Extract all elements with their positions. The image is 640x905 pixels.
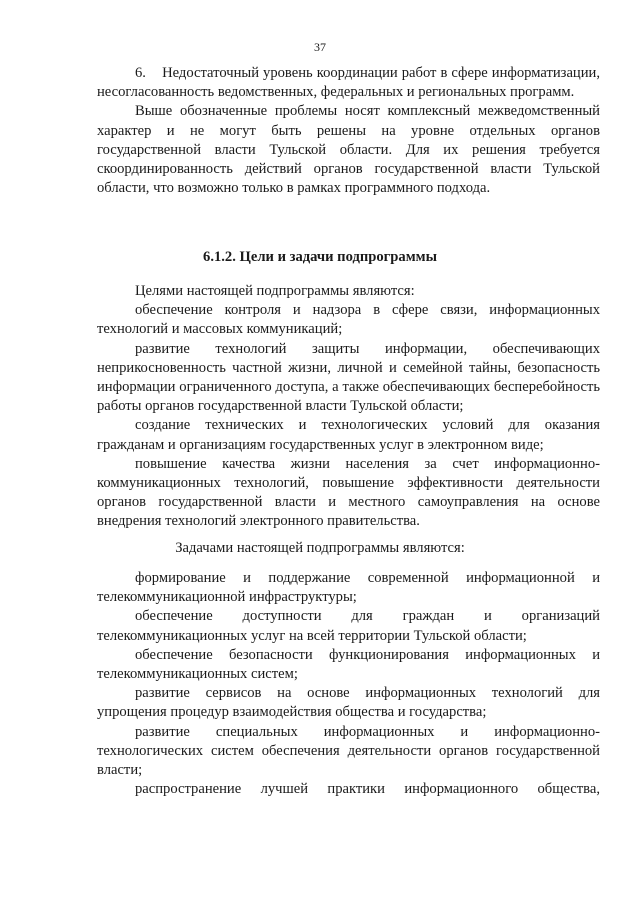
page-number: 37: [314, 40, 326, 54]
intro-section: [97, 64, 600, 198]
task-item: распространение лучшей практики информационного общества,: [135, 781, 600, 798]
tasks-heading: Задачами настоящей подпрограммы являются:: [175, 540, 465, 556]
goal-item: создание технических и технологических условий для оказания гражданам и организациям государственных услуг в электронном виде;: [97, 417, 600, 453]
intro-paragraph: 6. Недостаточный уровень координации работ в сфере информатизации, несогласованность ведомственных, федеральных и региональных программ.: [97, 65, 600, 101]
section-heading: 6.1.2. Цели и задачи подпрограммы: [203, 249, 437, 265]
task-item: развитие специальных информационных и информационно-технологических систем обеспечения деятельности органов государственной власти;: [97, 723, 600, 779]
task-item: обеспечение безопасности функционирования информационных и телекоммуникационных систем;: [97, 646, 600, 683]
task-item: обеспечение доступности для граждан и организаций телекоммуникационных услуг на всей территории Тульской области;: [97, 608, 600, 644]
goal-item: повышение качества жизни населения за счет информационно-коммуникационных технологий, повышение эффективности деятельности органов государственной власти и местного самоуправления на основе внедрения технологий электронного правительства.: [97, 455, 600, 530]
goal-item: развитие технологий защиты информации, обеспечивающих неприкосновенность частной жизни, личной и семейной тайны, безопасность информации ограниченного доступа, а также обеспечивающих бесперебойность работы органов государственной власти Тульской области;: [97, 340, 600, 415]
task-item: развитие сервисов на основе информационных технологий для упрощения процедур взаимодействия общества и государства;: [97, 685, 600, 721]
goals-intro: Целями настоящей подпрограммы являются:: [135, 283, 415, 299]
intro-paragraph: Выше обозначенные проблемы носят комплексный межведомственный характер и не могут быть решены на уровне отдельных органов государственной власти Тульской области. Для их решения требуется скоординированность действий органов государственной власти Тульской области, что возможно только в рамках программного подхода.: [97, 103, 600, 197]
goal-item: обеспечение контроля и надзора в сфере связи, информационных технологий и массовых коммуникаций;: [97, 302, 600, 338]
task-item: формирование и поддержание современной информационной и телекоммуникационной инфраструктуры;: [97, 570, 600, 606]
goals-section: [97, 282, 600, 532]
tasks-section: [97, 569, 600, 799]
